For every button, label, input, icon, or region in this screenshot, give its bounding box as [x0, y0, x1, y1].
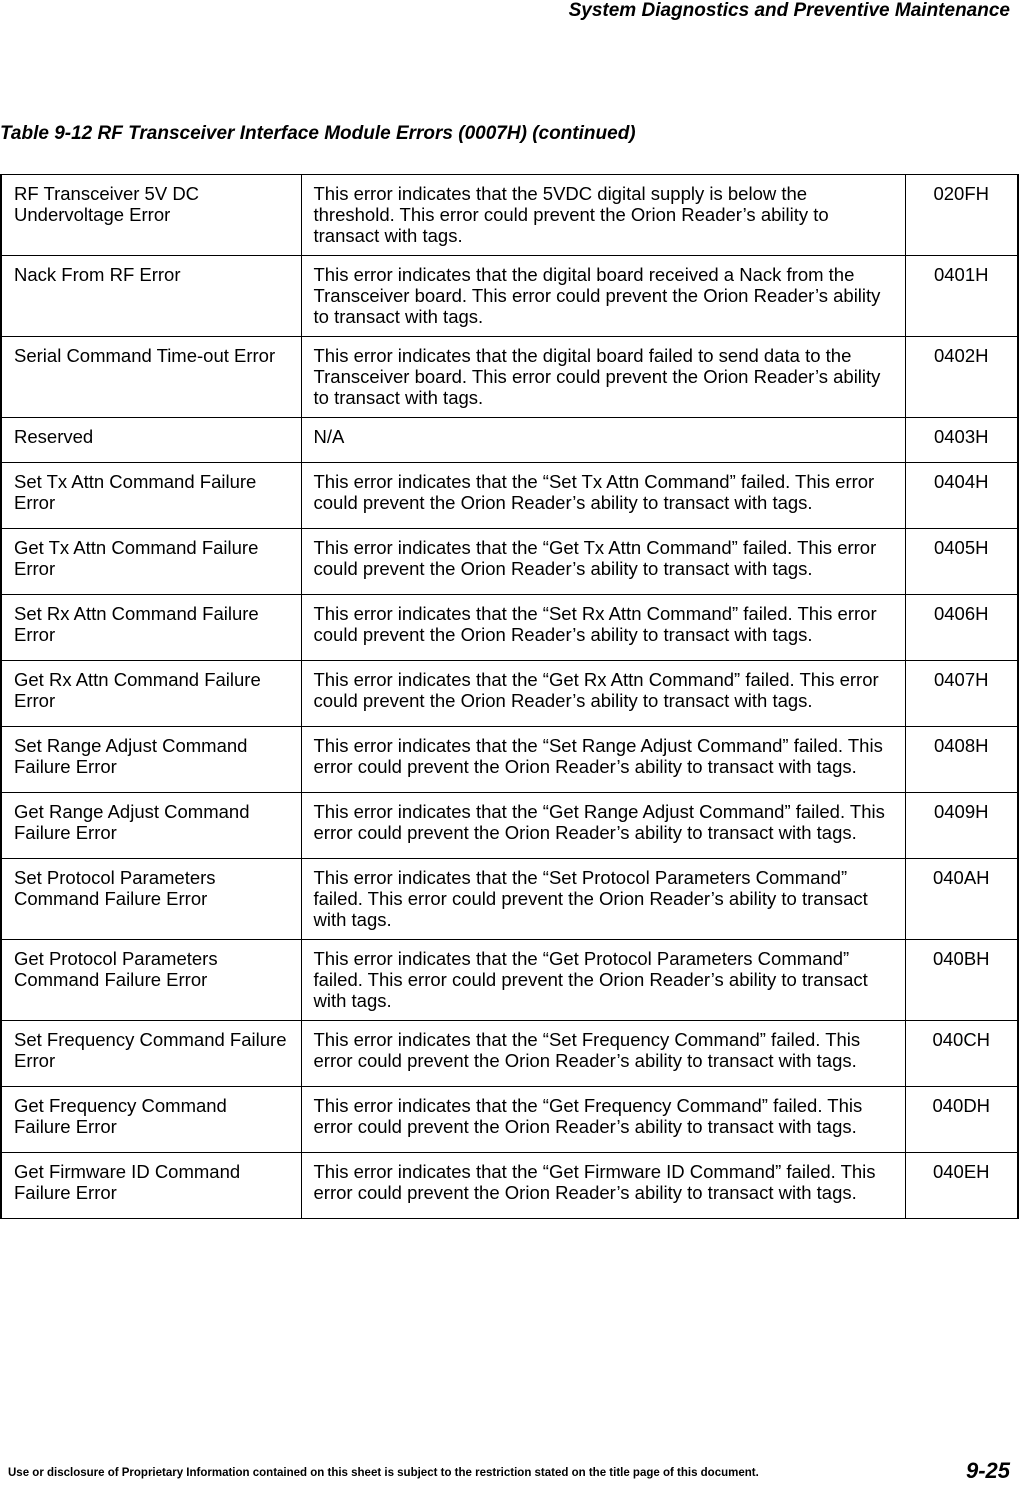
- error-description-cell: This error indicates that the “Set Range Adjust Command” failed. This error could prevent the Orion Reader’s ability to transact with tags.: [301, 727, 905, 793]
- table-row: [1, 661, 1018, 727]
- page-number: 9-25: [965, 1458, 1010, 1483]
- table-caption: Table 9-12 RF Transceiver Interface Module Errors (0007H) (continued): [0, 123, 636, 144]
- error-code-cell: 0408H: [905, 727, 1018, 793]
- error-code-cell: 0404H: [905, 463, 1018, 529]
- error-description-cell: This error indicates that the digital board received a Nack from the Transceiver board. This error could prevent the Orion Reader’s ability to transact with tags.: [301, 256, 905, 337]
- table-row: [1, 793, 1018, 859]
- error-description-cell: N/A: [301, 418, 905, 463]
- table-row: [1, 1153, 1018, 1219]
- error-description-cell: This error indicates that the “Get Range Adjust Command” failed. This error could prevent the Orion Reader’s ability to transact with tags.: [301, 793, 905, 859]
- error-code-cell: 040EH: [905, 1153, 1018, 1219]
- error-name-cell: Reserved: [1, 418, 301, 463]
- table-row: [1, 175, 1018, 256]
- error-code-cell: 040DH: [905, 1087, 1018, 1153]
- error-table: [0, 174, 1019, 1219]
- proprietary-notice: Use or disclosure of Proprietary Information contained on this sheet is subject to the restriction stated on the title page of this document.: [8, 1467, 759, 1479]
- error-code-cell: 040AH: [905, 859, 1018, 940]
- error-description-cell: This error indicates that the “Set Frequency Command” failed. This error could prevent the Orion Reader’s ability to transact with tags.: [301, 1021, 905, 1087]
- table-row: [1, 463, 1018, 529]
- error-name-cell: RF Transceiver 5V DC Undervoltage Error: [1, 175, 301, 256]
- error-description-cell: This error indicates that the “Get Rx Attn Command” failed. This error could prevent the Orion Reader’s ability to transact with tags.: [301, 661, 905, 727]
- error-code-cell: 0403H: [905, 418, 1018, 463]
- error-name-cell: Set Protocol Parameters Command Failure Error: [1, 859, 301, 940]
- table-row: [1, 727, 1018, 793]
- table-row: [1, 859, 1018, 940]
- error-description-cell: This error indicates that the “Get Protocol Parameters Command” failed. This error could prevent the Orion Reader’s ability to transact with tags.: [301, 940, 905, 1021]
- error-code-cell: 0406H: [905, 595, 1018, 661]
- error-name-cell: Set Range Adjust Command Failure Error: [1, 727, 301, 793]
- error-name-cell: Get Firmware ID Command Failure Error: [1, 1153, 301, 1219]
- error-name-cell: Set Tx Attn Command Failure Error: [1, 463, 301, 529]
- error-description-cell: This error indicates that the 5VDC digital supply is below the threshold. This error could prevent the Orion Reader’s ability to transact with tags.: [301, 175, 905, 256]
- error-name-cell: Set Rx Attn Command Failure Error: [1, 595, 301, 661]
- table-row: [1, 1087, 1018, 1153]
- error-code-cell: 0407H: [905, 661, 1018, 727]
- error-description-cell: This error indicates that the “Set Tx Attn Command” failed. This error could prevent the Orion Reader’s ability to transact with tags.: [301, 463, 905, 529]
- error-code-cell: 040CH: [905, 1021, 1018, 1087]
- table-row: [1, 1021, 1018, 1087]
- table-row: [1, 529, 1018, 595]
- table-row: [1, 595, 1018, 661]
- error-name-cell: Get Frequency Command Failure Error: [1, 1087, 301, 1153]
- error-code-cell: 0409H: [905, 793, 1018, 859]
- error-code-cell: 0401H: [905, 256, 1018, 337]
- page-header-section-title: System Diagnostics and Preventive Maintenance: [568, 0, 1010, 21]
- error-description-cell: This error indicates that the “Set Protocol Parameters Command” failed. This error could prevent the Orion Reader’s ability to transact with tags.: [301, 859, 905, 940]
- error-code-cell: 0405H: [905, 529, 1018, 595]
- error-code-cell: 0402H: [905, 337, 1018, 418]
- error-description-cell: This error indicates that the “Get Tx Attn Command” failed. This error could prevent the Orion Reader’s ability to transact with tags.: [301, 529, 905, 595]
- error-name-cell: Get Rx Attn Command Failure Error: [1, 661, 301, 727]
- table-row: [1, 256, 1018, 337]
- error-code-cell: 040BH: [905, 940, 1018, 1021]
- error-code-cell: 020FH: [905, 175, 1018, 256]
- error-description-cell: This error indicates that the “Get Frequency Command” failed. This error could prevent the Orion Reader’s ability to transact with tags.: [301, 1087, 905, 1153]
- error-name-cell: Set Frequency Command Failure Error: [1, 1021, 301, 1087]
- error-name-cell: Serial Command Time-out Error: [1, 337, 301, 418]
- table-row: [1, 940, 1018, 1021]
- error-description-cell: This error indicates that the “Get Firmware ID Command” failed. This error could prevent the Orion Reader’s ability to transact with tags.: [301, 1153, 905, 1219]
- error-description-cell: This error indicates that the “Set Rx Attn Command” failed. This error could prevent the Orion Reader’s ability to transact with tags.: [301, 595, 905, 661]
- error-name-cell: Get Range Adjust Command Failure Error: [1, 793, 301, 859]
- error-name-cell: Get Tx Attn Command Failure Error: [1, 529, 301, 595]
- table-row: [1, 418, 1018, 463]
- error-name-cell: Nack From RF Error: [1, 256, 301, 337]
- error-name-cell: Get Protocol Parameters Command Failure Error: [1, 940, 301, 1021]
- table-row: [1, 337, 1018, 418]
- error-description-cell: This error indicates that the digital board failed to send data to the Transceiver board. This error could prevent the Orion Reader’s ability to transact with tags.: [301, 337, 905, 418]
